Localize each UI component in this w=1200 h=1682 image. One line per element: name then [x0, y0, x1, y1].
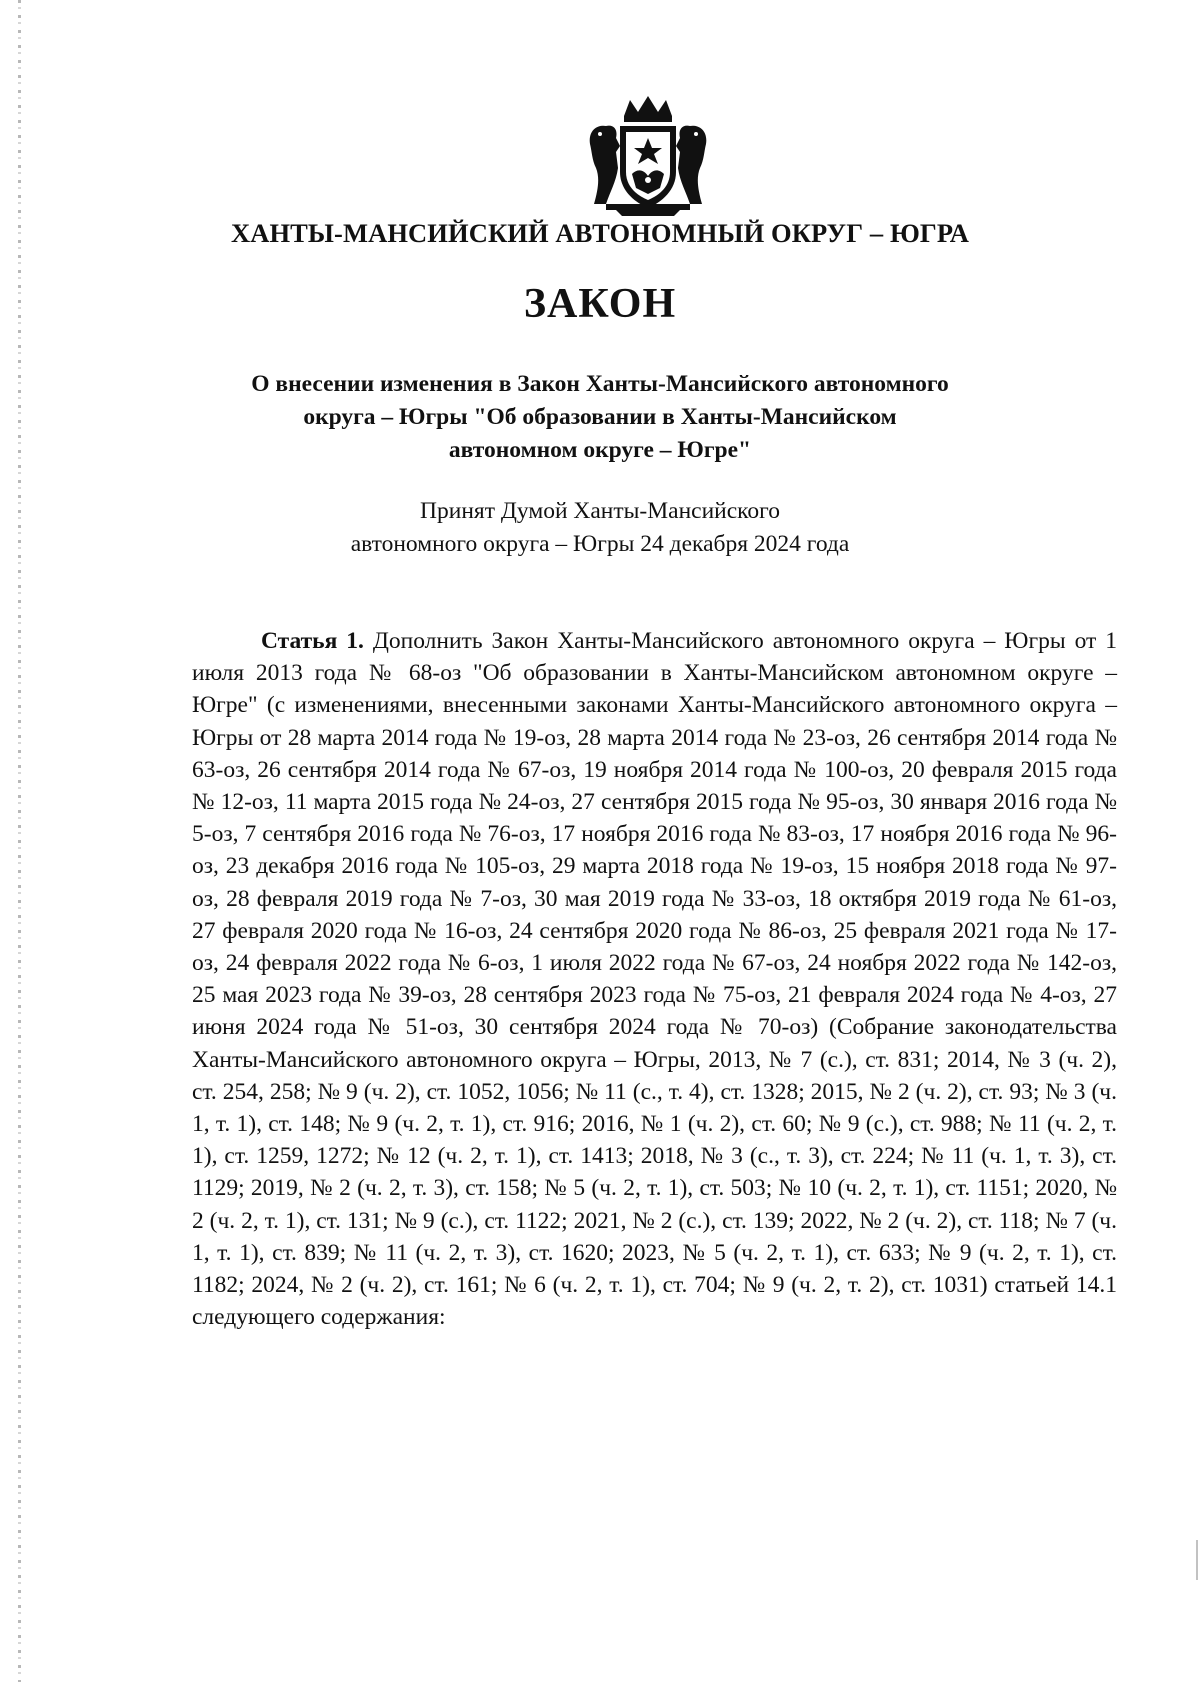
law-subtitle-line: О внесении изменения в Закон Ханты-Мансийского автономного — [251, 371, 949, 397]
article-text: Дополнить Закон Ханты-Мансийского автономного округа – Югры от 1 июля 2013 года № 68-оз "Об образовании в Ханты-Мансийском автономном округе – Югре" (с изменениями, внесенными законами Ханты-Мансийского автономного округа – Югры от 28 марта 2014 года № 19-оз, 28 марта 2014 года № 23-оз, 26 сентября 2014 года № 63-оз, 26 сентября 2014 года № 67-оз, 19 ноября 2014 года № 100-оз, 20 февраля 2015 года № 12-оз, 11 марта 2015 года № 24-оз, 27 сентября 2015 года № 95-оз, 30 января 2016 года № 5-оз, 7 сентября 2016 года № 76-оз, 17 ноября 2016 года № 83-оз, 17 ноября 2016 года № 96-оз, 23 декабря 2016 года № 105-оз, 29 марта 2018 года № 19-оз, 15 ноября 2018 года № 97-оз, 28 февраля 2019 года № 7-оз, 30 мая 2019 года № 33-оз, 18 октября 2019 года № 61-оз, 27 февраля 2020 года № 16-оз, 24 сентября 2020 года № 86-оз, 25 февраля 2021 года № 17-оз, 24 февраля 2022 года № 6-оз, 1 июля 2022 года № 67-оз, 24 ноября 2022 года № 142-оз, 25 мая 2023 года № 39-оз, 28 сентября 2023 года № 75-оз, 21 февраля 2024 года № 4-оз, 27 июня 2024 года № 51-оз, 30 сентября 2024 года № 70-оз) (Собрание законодательства Ханты-Мансийского автономного округа – Югры, 2013, № 7 (с.), ст. 831; 2014, № 3 (ч. 2), ст. 254, 258; № 9 (ч. 2), ст. 1052, 1056; № 11 (с., т. 4), ст. 1328; 2015, № 2 (ч. 2), ст. 93; № 3 (ч. 1, т. 1), ст. 148; № 9 (ч. 2, т. 1), ст. 916; 2016, № 1 (ч. 2), ст. 60; № 9 (с.), ст. 988; № 11 (ч. 2, т. 1), ст. 1259, 1272; № 12 (ч. 2, т. 1), ст. 1413; 2018, № 3 (с., т. 3), ст. 224; № 11 (ч. 1, т. 3), ст. 1129; 2019, № 2 (ч. 2, т. 3), ст. 158; № 5 (ч. 2, т. 1), ст. 503; № 10 (ч. 2, т. 1), ст. 1151; 2020, № 2 (ч. 2, т. 1), ст. 131; № 9 (с.), ст. 1122; 2021, № 2 (с.), ст. 139; 2022, № 2 (ч. 2), ст. 118; № 7 (ч. 1, т. 1), ст. 839; № 11 (ч. 2, т. 3), ст. 1620; 2023, № 5 (ч. 2, т. 1), ст. 633; № 9 (ч. 2, т. 1), ст. 1182; 2024, № 2 (ч. 2), ст. 161; № 6 (ч. 2, т. 1), ст. 704; № 9 (ч. 2, т. 2), ст. 1031) статьей 14.1 следующего содержания: — [192, 628, 1117, 1331]
adoption-line: Принят Думой Ханты-Мансийского — [420, 498, 780, 524]
article-1-paragraph — [192, 625, 1117, 1333]
law-subtitle-line: автономном округе – Югре" — [448, 437, 752, 463]
scan-edge-artifact — [18, 0, 21, 1682]
adoption-note — [190, 495, 1010, 561]
law-subtitle-line: округа – Югры "Об образовании в Ханты-Мансийском — [303, 404, 897, 430]
adoption-line: автономного округа – Югры 24 декабря 2024 года — [350, 531, 850, 557]
law-subtitle — [190, 368, 1010, 467]
document-type-title: ЗАКОН — [523, 281, 677, 327]
scan-edge-artifact-right — [1196, 1540, 1198, 1580]
region-name: ХАНТЫ-МАНСИЙСКИЙ АВТОНОМНЫЙ ОКРУГ – ЮГРА — [230, 218, 970, 248]
article-heading: Статья 1. — [261, 628, 364, 654]
coat-of-arms-icon — [586, 94, 710, 218]
